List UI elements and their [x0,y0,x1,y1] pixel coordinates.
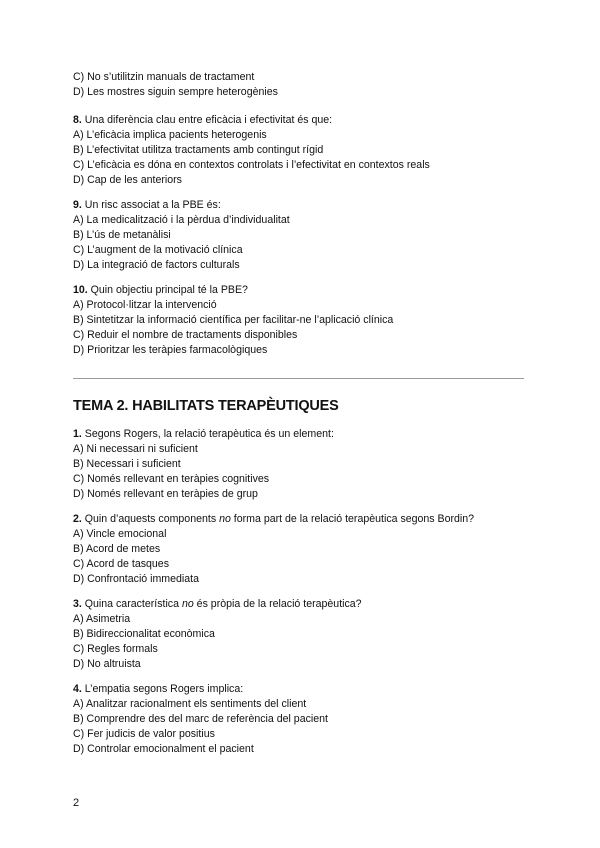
option: A) Vincle emocional [73,528,167,540]
t2-question-3 [73,597,543,672]
question-number: 1. [73,428,82,440]
question-stem-pre: Quin d’aquests components [81,513,220,525]
option: D) Controlar emocionalment el pacient [73,743,254,755]
question-text [73,113,543,128]
option: C) Regles formals [73,643,158,655]
t2-question-2 [73,512,543,587]
option: B) Necessari i suficient [73,458,181,470]
question-stem-pre: Quina característica [81,598,182,610]
option: D) Prioritzar les teràpies farmacològiques [73,344,268,356]
option: A) Analitzar racionalment els sentiments del client [73,698,307,710]
section-title: TEMA 2. HABILITATS TERAPÈUTIQUES [73,398,339,414]
question-number: 10. [73,284,88,296]
question-emphasis: no [219,513,231,525]
option: D) No altruista [73,658,141,670]
option: A) Asimetria [73,613,131,625]
option: C) L’augment de la motivació clínica [73,244,243,256]
t2-question-4 [73,682,543,757]
option: D) La integració de factors culturals [73,259,240,271]
page-number: 2 [73,797,80,809]
question-stem: L’empatia segons Rogers implica: [81,683,244,695]
question-text [73,512,543,527]
option: C) Fer judicis de valor positius [73,728,215,740]
option: C) Només rellevant en teràpies cognitives [73,473,270,485]
question-stem: Segons Rogers, la relació terapèutica és un element: [81,428,334,440]
question-stem-post: forma part de la relació terapèutica segons Bordin? [230,513,475,525]
question-number: 4. [73,683,82,695]
question-text [73,427,543,442]
question-stem: Una diferència clau entre eficàcia i efectivitat és que: [81,114,333,126]
option: A) Protocol·litzar la intervenció [73,299,217,311]
question-10 [73,283,543,358]
option: B) Bidireccionalitat econòmica [73,628,215,640]
question-number: 9. [73,199,82,211]
question-stem-post: és pròpia de la relació terapèutica? [193,598,362,610]
option: B) Acord de metes [73,543,161,555]
section-divider [73,378,524,379]
option: B) Sintetitzar la informació científica per facilitar-ne l’aplicació clínica [73,314,394,326]
question-text [73,198,543,213]
option: C) Acord de tasques [73,558,169,570]
option: C) No s’utilitzin manuals de tractament [73,71,255,83]
question-text [73,682,543,697]
t2-question-1 [73,427,543,502]
question-number: 8. [73,114,82,126]
question-number: 2. [73,513,82,525]
option: A) L’eficàcia implica pacients heterogenis [73,129,267,141]
option: A) La medicalització i la pèrdua d’individualitat [73,214,290,226]
question-stem: Un risc associat a la PBE és: [81,199,221,211]
option: D) Confrontació immediata [73,573,199,585]
option: B) Comprendre des del marc de referència del pacient [73,713,328,725]
option: D) Cap de les anteriors [73,174,182,186]
question-9 [73,198,543,273]
question-number: 3. [73,598,82,610]
question-emphasis: no [181,598,194,610]
question-stem: Quin objectiu principal té la PBE? [87,284,248,296]
question-text [73,597,543,612]
option: A) Ni necessari ni suficient [73,443,198,455]
option: C) Reduir el nombre de tractaments disponibles [73,329,298,341]
continued-question [73,70,543,100]
option: D) Les mostres siguin sempre heterogènies [73,86,278,98]
option: D) Només rellevant en teràpies de grup [73,488,258,500]
option: B) L’ús de metanàlisi [73,229,171,241]
question-8 [73,113,543,188]
question-text [73,283,543,298]
option: B) L’efectivitat utilitza tractaments amb contingut rígid [73,144,324,156]
option: C) L’eficàcia es dóna en contextos controlats i l’efectivitat en contextos reals [73,159,430,171]
